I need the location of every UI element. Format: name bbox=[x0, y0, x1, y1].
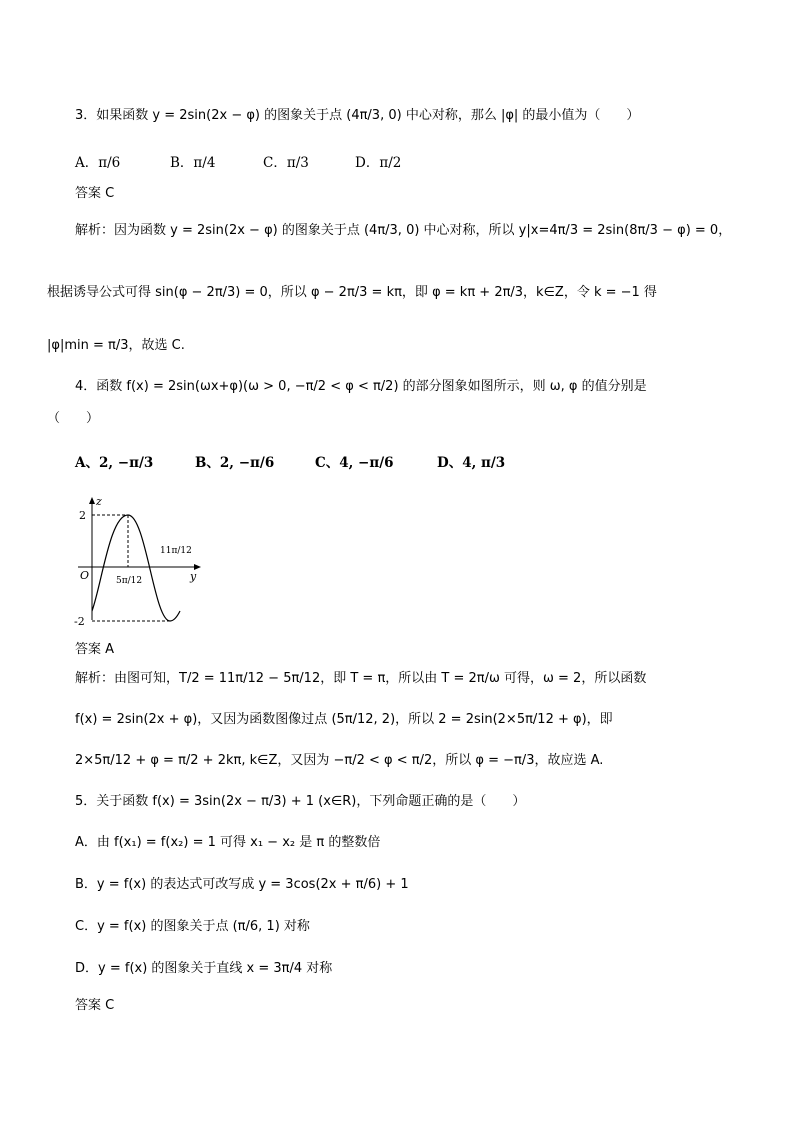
q4-option-d: D、4, π/3 bbox=[437, 455, 506, 471]
q4-options bbox=[75, 443, 575, 483]
q3-option-b: B．π/4 bbox=[170, 155, 216, 171]
q5-option-d: D．y = f(x) 的图象关于直线 x = 3π/4 对称 bbox=[75, 961, 333, 976]
vertical-axis-arrow bbox=[89, 497, 95, 504]
q4-stem-paren: （ ） bbox=[47, 411, 100, 426]
axis-label-horizontal: y bbox=[190, 570, 197, 583]
q5-option-a: A．由 f(x₁) = f(x₂) = 1 可得 x₁ − x₂ 是 π 的整数倍 bbox=[75, 835, 381, 850]
q4-option-c: C、4, −π/6 bbox=[315, 455, 394, 471]
q4-solution-line-2: f(x) = 2sin(2x + φ)，又因为函数图像过点 (5π/12, 2)，所以 2 = 2sin(2×5π/12 + φ)，即 bbox=[75, 712, 613, 727]
q5-option-b: B．y = f(x) 的表达式可改写成 y = 3cos(2x + π/6) + 1 bbox=[75, 877, 409, 892]
x-tick-label-1: 5π/12 bbox=[116, 576, 143, 586]
q3-solution-line-3: |φ|min = π/3，故选 C. bbox=[47, 338, 185, 353]
x-tick-label-2: 11π/12 bbox=[160, 546, 192, 556]
q3-option-a: A．π/6 bbox=[75, 155, 121, 171]
q4-stem: 4．函数 f(x) = 2sin(ωx+φ)(ω > 0, −π/2 < φ < π/2) 的部分图象如图所示，则 ω, φ 的值分别是 bbox=[75, 379, 647, 394]
q3-solution-line-2: 根据诱导公式可得 sin(φ − 2π/3) = 0，所以 φ − 2π/3 = kπ，即 φ = kπ + 2π/3，k∈Z，令 k = −1 得 bbox=[47, 285, 657, 300]
q3-options bbox=[75, 143, 575, 183]
q4-option-b: B、2, −π/6 bbox=[195, 455, 275, 471]
sine-graph bbox=[70, 495, 210, 635]
axis-label-vertical: z bbox=[96, 495, 102, 508]
q5-answer: 答案 C bbox=[75, 998, 115, 1013]
q4-answer: 答案 A bbox=[75, 642, 115, 657]
q4-solution-line-3: 2×5π/12 + φ = π/2 + 2kπ, k∈Z，又因为 −π/2 < φ < π/2，所以 φ = −π/3，故应选 A. bbox=[75, 753, 604, 768]
q3-option-c: C．π/3 bbox=[263, 155, 309, 171]
q5-option-c: C．y = f(x) 的图象关于点 (π/6, 1) 对称 bbox=[75, 919, 310, 934]
q3-option-d: D．π/2 bbox=[355, 155, 402, 171]
q3-answer: 答案 C bbox=[75, 186, 115, 201]
y-tick-top-label: 2 bbox=[79, 509, 86, 522]
q4-option-a: A、2, −π/3 bbox=[75, 455, 154, 471]
q3-stem: 3．如果函数 y = 2sin(2x − φ) 的图象关于点 (4π/3, 0) 中心对称，那么 |φ| 的最小值为（ ） bbox=[75, 108, 640, 123]
origin-label: O bbox=[80, 569, 90, 582]
q5-stem: 5．关于函数 f(x) = 3sin(2x − π/3) + 1 (x∈R)，下列命题正确的是（ ） bbox=[75, 794, 526, 809]
sine-curve bbox=[92, 515, 180, 621]
q3-solution-line-1: 解析：因为函数 y = 2sin(2x − φ) 的图象关于点 (4π/3, 0) 中心对称，所以 y|x=4π/3 = 2sin(8π/3 − φ) = 0， bbox=[75, 223, 732, 238]
y-tick-bottom-label: -2 bbox=[74, 615, 85, 628]
q4-solution-line-1: 解析：由图可知，T/2 = 11π/12 − 5π/12，即 T = π，所以由 T = 2π/ω 可得，ω = 2，所以函数 bbox=[75, 671, 647, 686]
